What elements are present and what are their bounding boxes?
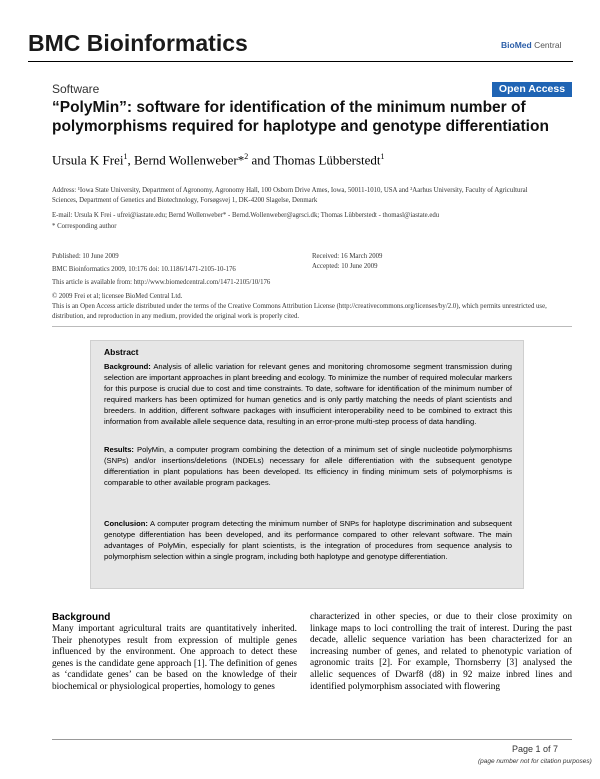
abstract-heading: Abstract <box>104 347 139 357</box>
background-heading: Background <box>52 612 111 623</box>
author-name: Bernd Wollenweber* <box>134 152 245 168</box>
abstract-results: Results: PolyMin, a computer program combining the detection of a minimum set of single nucleotide polymorphisms (SNPs) and/or insertions/deletions (INDELs) necessary for allele differentiation with the subsequent genotype differentiation in plant populations has been developed. Its efficiency in finding minimum sets of polymorphisms is comparable to other available program packages. <box>104 445 512 487</box>
abstract-conclusion: Conclusion: A computer program detecting the minimum number of SNPs for haplotype discrimination and subsequent genotype differentiation has been developed, and its performance compared to other relevant software. The main advantages of PolyMin, especially for plant scientists, is the integration of procedures from sequence analysis to polymorphism selection within a single program, including both haplotype and genotype differentiation. <box>104 519 512 561</box>
article-section: Software <box>52 82 100 96</box>
affiliation-address: Address: ¹Iowa State University, Department of Agronomy, Agronomy Hall, 100 Osborn Drive Ames, Iowa, 50011-1010, USA and ²Aarhus University, Faculty of Agricultural Sciences, Department of Genetics and Biotechnology, Forsøgsvej 1, DK-4200 Slagelse, Denmark <box>52 187 528 204</box>
author-emails: E-mail: Ursula K Frei - ufrei@iastate.edu; Bernd Wollenweber* - Bernd.Wollenweber@agrsci.dk; Thomas Lübberstedt - thomasl@iastate.edu <box>52 212 440 219</box>
footer-rule <box>52 739 572 740</box>
article-url[interactable]: This article is available from: http://www.biomedcentral.com/1471-2105/10/176 <box>52 279 271 286</box>
article-title: “PolyMin”: software for identification of the minimum number of polymorphisms required for haplotype and genotype differentiation <box>52 99 549 135</box>
citation: BMC Bioinformatics 2009, 10:176 doi: 10.1186/1471-2105-10-176 <box>52 266 236 273</box>
publisher-logo: BioMed Central <box>501 40 562 50</box>
abstract-background: Background: Analysis of allelic variation for relevant genes and monitoring chromosome segment transmission during selection are important approaches in plant breeding and ecology. To minimize the number of required molecular markers for this purpose is crucial due to cost and time constraints. To date, software for identification of the minimum number of required markers has been optimized for human genetics and is only partly matching the needs of plant scientists and breeders. In addition, different software packages with insufficient interoperability need to be combined to extract this information from available allele sequence data, resulting in an error-prone multi-step process of data handling. <box>104 362 512 426</box>
body-column-left: Many important agricultural traits are quantitatively inherited. Their phenotypes result from expression of multiple genes influenced by the environment. One approach to detect these genes is the candidate gene approach [1]. The definition of genes as ‘candidate genes’ can be based on the knowledge of their biochemical or physiological properties, homology to genes <box>52 624 297 692</box>
body-column-right: characterized in other species, or due to their close proximity on linkage maps to loci controlling the trait of interest. During the past decade, allelic sequence variation has been characterized for an increasing number of genes, and related to phenotypic variation of agronomic traits [2]. For example, Thornsberry [3] analysed the allelic sequences of Dwarf8 (d8) in 92 maize inbred lines and identified polymorphism associated with flowering <box>310 612 572 692</box>
page-number: Page 1 of 7 <box>512 744 559 754</box>
author-name: Thomas Lübberstedt <box>273 152 381 168</box>
page-note: (page number not for citation purposes) <box>478 758 592 765</box>
abstract-box <box>90 340 524 589</box>
received-date: Received: 16 March 2009 <box>312 253 383 260</box>
author-name: Ursula K Frei <box>52 152 124 168</box>
open-access-badge: Open Access <box>492 82 572 97</box>
corresponding-author-note: * Corresponding author <box>52 223 117 230</box>
published-date: Published: 10 June 2009 <box>52 253 119 260</box>
author-list: Ursula K Frei$^1$, Bernd Wollenweber*$^2$ and Thomas Lübberstedt$^1$ <box>52 152 385 168</box>
journal-title: BMC Bioinformatics <box>28 30 248 56</box>
license-text: This is an Open Access article distributed under the terms of the Creative Commons Attribution License (http://creativecommons.org/licenses/by/2.0), which permits unrestricted use, distribution, and reproduction in any medium, provided the original work is properly cited. <box>52 303 547 320</box>
header-rule <box>28 61 573 62</box>
divider <box>52 326 572 327</box>
copyright: © 2009 Frei et al; licensee BioMed Central Ltd. <box>52 293 183 300</box>
accepted-date: Accepted: 10 June 2009 <box>312 263 378 270</box>
